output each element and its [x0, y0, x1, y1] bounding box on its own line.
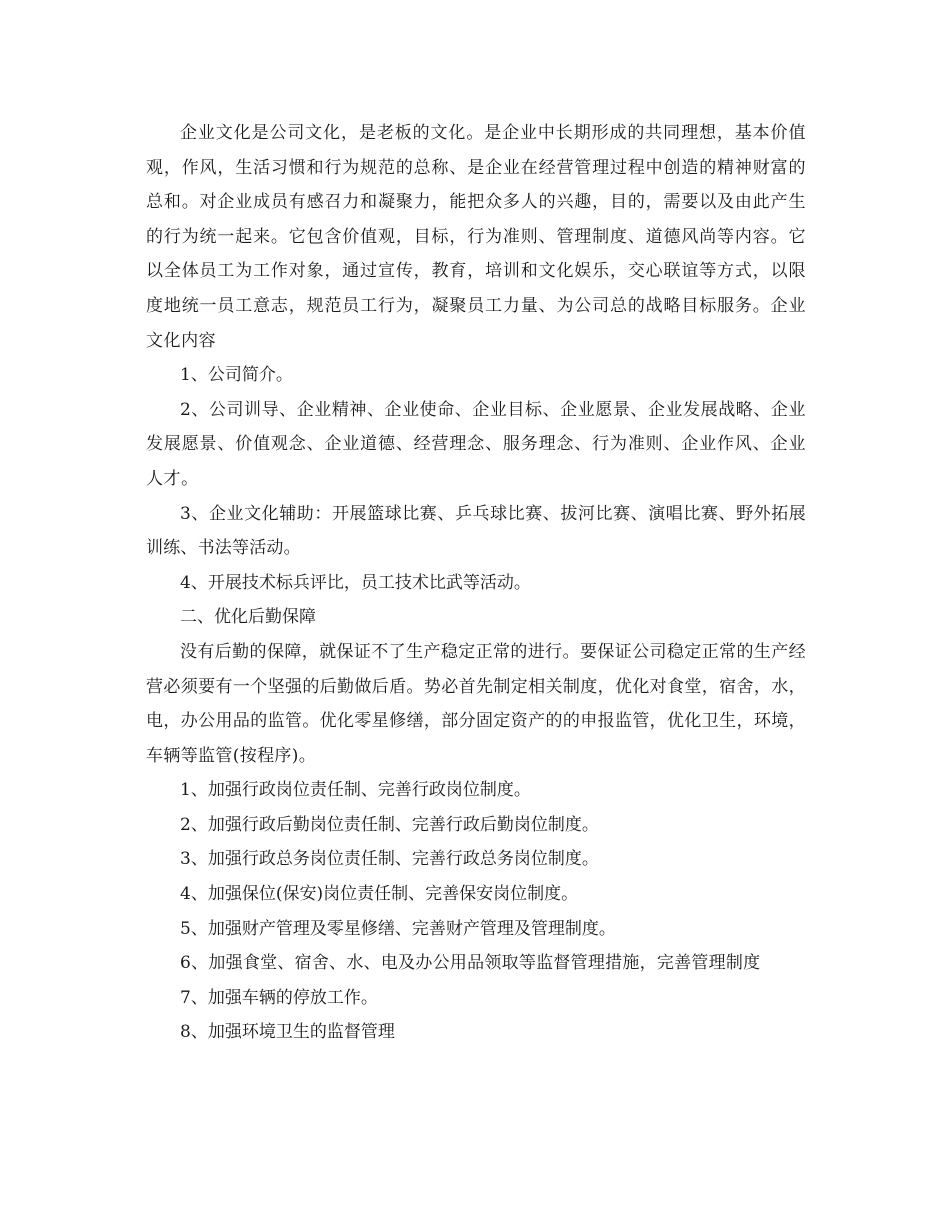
logistics-item-3: 3、加强行政总务岗位责任制、完善行政总务岗位制度。: [180, 849, 599, 870]
logistics-item-5: 5、加强财产管理及零星修缮、完善财产管理及管理制度。: [180, 918, 616, 939]
document-body: [146, 116, 806, 1050]
logistics-item-8: 8、加强环境卫生的监督管理: [180, 1022, 395, 1043]
culture-item-2: 2、公司训导、企业精神、企业使命、企业目标、企业愿景、企业发展战略、企业发展愿景、价值观念、企业道德、经营理念、服务理念、行为准则、企业作风、企业人才。: [146, 399, 806, 489]
section-heading: 二、优化后勤保障: [180, 607, 316, 628]
culture-item-1: 1、公司简介。: [180, 365, 293, 386]
culture-item-4: 4、开展技术标兵评比，员工技术比武等活动。: [180, 572, 531, 593]
logistics-item-4: 4、加强保位(保安)岗位责任制、完善保安岗位制度。: [180, 884, 579, 905]
logistics-item-6: 6、加强食堂、宿舍、水、电及办公用品领取等监督管理措施，完善管理制度: [180, 953, 761, 974]
logistics-paragraph: 没有后勤的保障，就保证不了生产稳定正常的进行。要保证公司稳定正常的生产经营必须要有一个坚强的后勤做后盾。势必首先制定相关制度，优化对食堂，宿舍，水，电，办公用品的监管。优化零星修缮，部分固定资产的的申报监管，优化卫生，环境，车辆等监管(按程序)。: [146, 641, 806, 766]
intro-paragraph: 企业文化是公司文化，是老板的文化。是企业中长期形成的共同理想，基本价值观，作风，生活习惯和行为规范的总称、是企业在经营管理过程中创造的精神财富的总和。对企业成员有感召力和凝聚力，能把众多人的兴趣，目的，需要以及由此产生的行为统一起来。它包含价值观，目标，行为准则、管理制度、道德风尚等内容。它以全体员工为工作对象，通过宣传，教育，培训和文化娱乐，交心联谊等方式，以限度地统一员工意志，规范员工行为，凝聚员工力量、为公司总的战略目标服务。企业文化内容: [146, 123, 806, 351]
logistics-item-7: 7、加强车辆的停放工作。: [180, 987, 378, 1008]
logistics-item-2: 2、加强行政后勤岗位责任制、完善行政后勤岗位制度。: [180, 814, 599, 835]
logistics-item-1: 1、加强行政岗位责任制、完善行政岗位制度。: [180, 780, 531, 801]
culture-item-3: 3、企业文化辅助：开展篮球比赛、乒乓球比赛、拔河比赛、演唱比赛、野外拓展训练、书法等活动。: [146, 503, 806, 559]
